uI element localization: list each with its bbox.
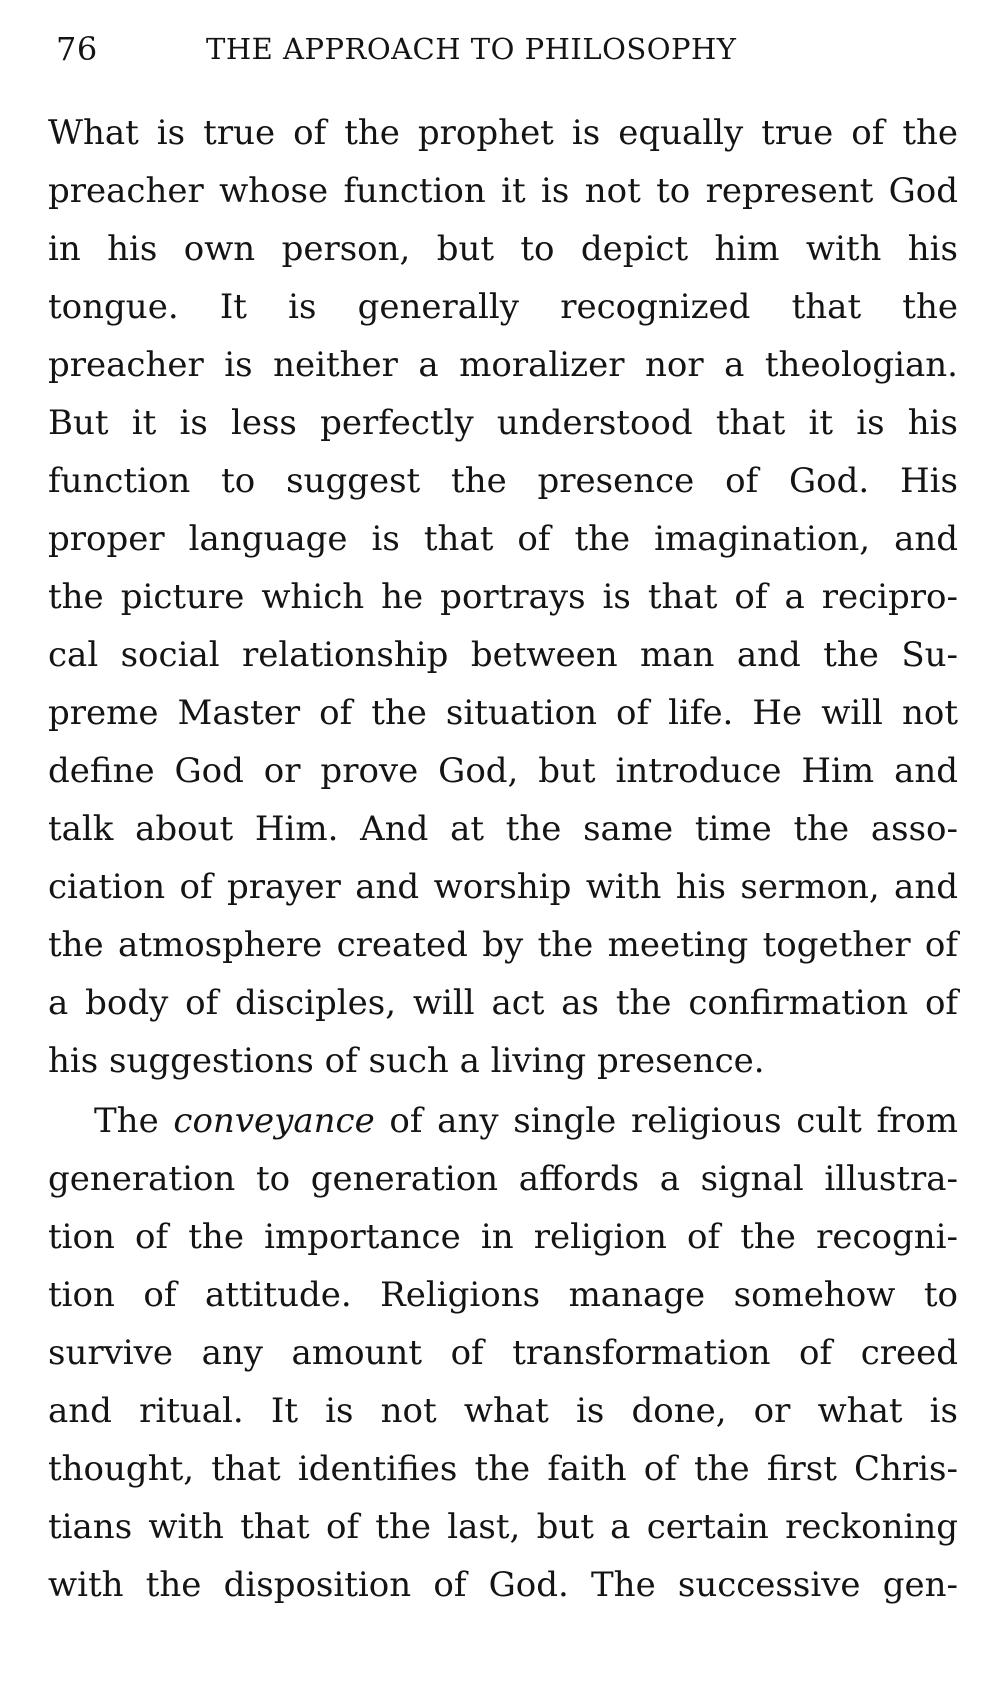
text-line: with the disposition of God. The successive gen- (48, 1565, 958, 1605)
text-line: preacher is neither a moralizer nor a theologian. (48, 345, 958, 385)
text-line: tongue. It is generally recognized that the (48, 287, 958, 327)
text-line: What is true of the prophet is equally true of the (48, 113, 958, 153)
text-line: preacher whose function it is not to represent God (48, 171, 958, 211)
text-line: the atmosphere created by the meeting together of (48, 925, 958, 965)
text-line: survive any amount of transformation of creed (48, 1333, 958, 1373)
running-title: THE APPROACH TO PHILOSOPHY (206, 32, 737, 66)
text-line: a body of disciples, will act as the confirmation of (48, 983, 958, 1023)
text-line: proper language is that of the imagination, and (48, 519, 958, 559)
text-line: and ritual. It is not what is done, or what is (48, 1391, 958, 1431)
paragraph-2 (48, 1092, 958, 1614)
body-text (48, 104, 958, 1614)
text-line: function to suggest the presence of God. His (48, 461, 958, 501)
text-line: But it is less perfectly understood that it is his (48, 403, 958, 443)
text-line: tion of the importance in religion of the recogni- (48, 1217, 958, 1257)
text-line: talk about Him. And at the same time the asso- (48, 809, 958, 849)
text-line: thought, that identifies the faith of the first Chris- (48, 1449, 958, 1489)
page-number: 76 (56, 30, 98, 68)
text-line-first (48, 1092, 958, 1150)
text-line: ciation of prayer and worship with his sermon, and (48, 867, 958, 907)
running-head (56, 30, 816, 70)
text-line: preme Master of the situation of life. He will not (48, 693, 958, 733)
emphasized-word: conveyance (173, 1101, 375, 1141)
text-line: tians with that of the last, but a certain reckoning (48, 1507, 958, 1547)
text-line: define God or prove God, but introduce Him and (48, 751, 958, 791)
text-line: in his own person, but to depict him with his (48, 229, 958, 269)
text-line: tion of attitude. Religions manage somehow to (48, 1275, 958, 1315)
text-line: the picture which he portrays is that of a recipro- (48, 577, 958, 617)
text-line: generation to generation affords a signal illustra- (48, 1159, 958, 1199)
text-line: cal social relationship between man and the Su- (48, 635, 958, 675)
text-run: The (94, 1101, 174, 1141)
text-run: of any single religious cult from (374, 1101, 958, 1141)
paragraph-1 (48, 104, 958, 1090)
text-line: his suggestions of such a living presence. (48, 1041, 765, 1081)
